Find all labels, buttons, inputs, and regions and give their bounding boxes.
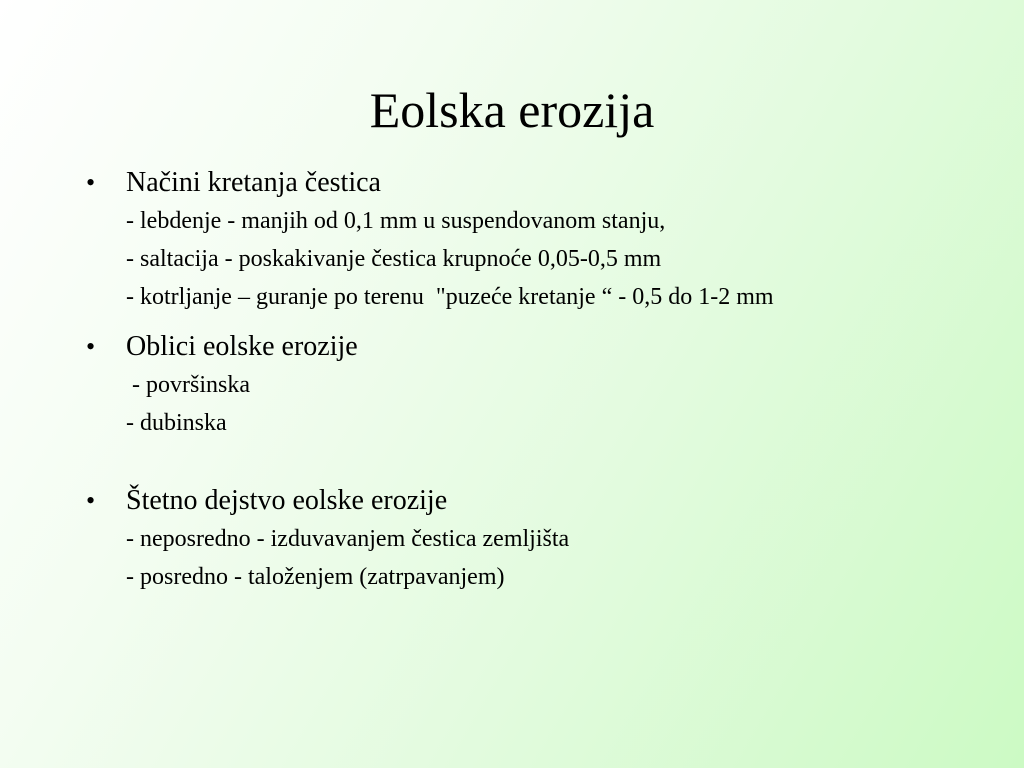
bullet-heading: Oblici eolske erozije xyxy=(126,331,358,362)
sub-line: - neposredno - izduvavanjem čestica zemljišta xyxy=(126,526,570,552)
bullet-item-movement xyxy=(86,164,1006,316)
sub-line: - kotrljanje – guranje po terenu "puzeće kretanje “ - 0,5 do 1-2 mm xyxy=(126,284,774,310)
sub-line: - lebdenje - manjih od 0,1 mm u suspendovanom stanju, xyxy=(126,208,666,234)
slide-title: Eolska erozija xyxy=(369,82,655,138)
bullet-marker: • xyxy=(86,168,96,197)
bullet-heading: Štetno dejstvo eolske erozije xyxy=(126,485,448,516)
bullet-item-forms xyxy=(86,328,1006,442)
bullet-marker: • xyxy=(86,332,96,361)
bullet-item-harmful-effects xyxy=(86,482,1006,596)
bullet-list xyxy=(86,164,1006,596)
bullet-marker: • xyxy=(86,486,96,515)
sub-line: - površinska xyxy=(126,372,250,398)
sub-line: - saltacija - poskakivanje čestica krupnoće 0,05-0,5 mm xyxy=(126,246,662,272)
bullet-heading: Načini kretanja čestica xyxy=(126,167,381,198)
sub-line: - dubinska xyxy=(126,410,227,436)
sub-line: - posredno - taloženjem (zatrpavanjem) xyxy=(126,564,505,590)
